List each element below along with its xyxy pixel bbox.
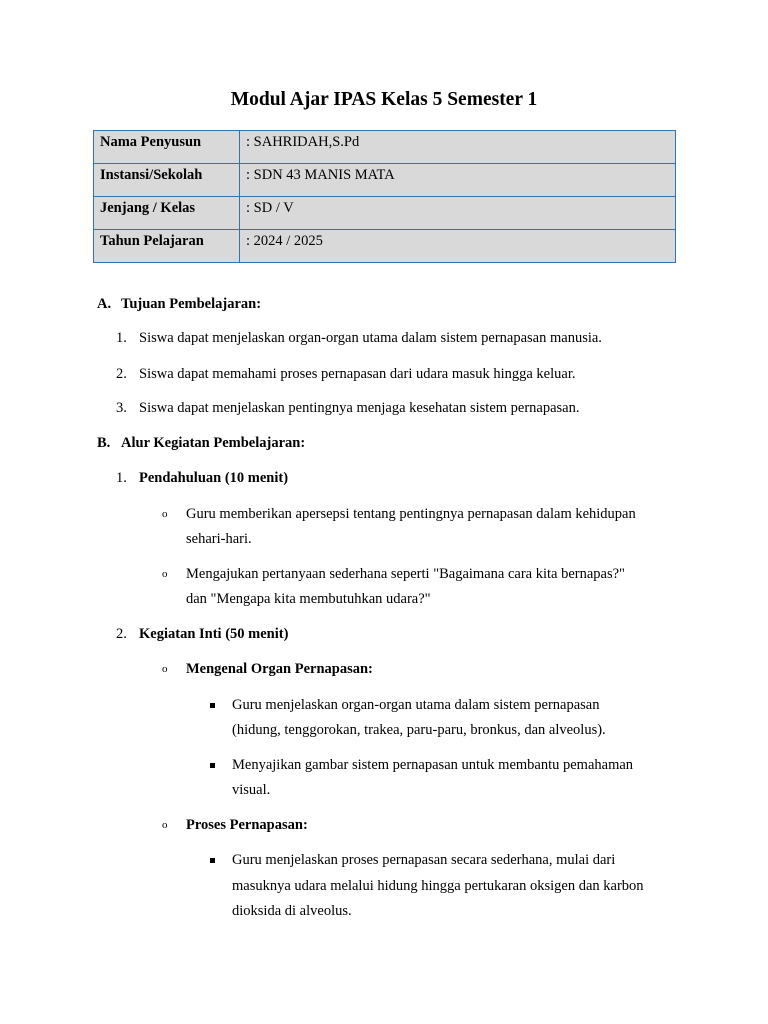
page-title: Modul Ajar IPAS Kelas 5 Semester 1 [230,89,538,110]
list-item: Siswa dapat memahami proses pernapasan dari udara masuk hingga keluar. [139,366,576,382]
list-item: Menyajikan gambar sistem pernapasan untuk membantu pemahaman [232,757,634,773]
info-table [93,130,676,263]
list-item-continuation: (hidung, tenggorokan, trakea, paru-paru, bronkus, dan alveolus). [232,722,606,738]
list-marker: 1. [116,470,127,486]
info-label: Jenjang / Kelas [94,197,240,230]
info-row [94,197,676,230]
list-item-continuation: sehari-hari. [186,531,252,547]
info-value: : SAHRIDAH,S.Pd [240,131,676,164]
section-a-marker: A. [97,296,112,312]
list-item: Guru menjelaskan proses pernapasan secara sederhana, mulai dari [232,852,616,868]
step-heading: Kegiatan Inti (50 menit) [139,626,289,642]
list-item: Siswa dapat menjelaskan pentingnya menjaga kesehatan sistem pernapasan. [139,400,580,416]
info-value: : 2024 / 2025 [240,230,676,263]
list-item-continuation: dioksida di alveolus. [232,903,352,919]
info-value: : SD / V [240,197,676,230]
section-b-heading: Alur Kegiatan Pembelajaran: [121,435,306,451]
list-marker: 3. [116,400,127,416]
info-label: Tahun Pelajaran [94,230,240,263]
list-marker: 1. [116,330,127,346]
list-item: Siswa dapat menjelaskan organ-organ utama dalam sistem pernapasan manusia. [139,330,602,346]
list-item-continuation: dan "Mengapa kita membutuhkan udara?" [186,591,431,607]
info-row [94,230,676,263]
list-item-continuation: visual. [232,782,271,798]
list-item: Guru memberikan apersepsi tentang pentingnya pernapasan dalam kehidupan [186,506,636,522]
list-marker: 2. [116,366,127,382]
list-marker: 2. [116,626,127,642]
list-item-continuation: masuknya udara melalui hidung hingga pertukaran oksigen dan karbon [232,878,644,894]
info-row [94,164,676,197]
list-item: Guru menjelaskan organ-organ utama dalam sistem pernapasan [232,697,600,713]
info-value: : SDN 43 MANIS MATA [240,164,676,197]
info-row [94,131,676,164]
circle-bullet-icon: o [162,568,168,580]
subsection-heading: Mengenal Organ Pernapasan: [186,661,373,677]
info-label: Instansi/Sekolah [94,164,240,197]
circle-bullet-icon: o [162,663,168,675]
square-bullet-icon [210,703,215,708]
subsection-heading: Proses Pernapasan: [186,817,308,833]
step-heading: Pendahuluan (10 menit) [139,470,289,486]
section-b-marker: B. [97,435,111,451]
circle-bullet-icon: o [162,508,168,520]
list-item: Mengajukan pertanyaan sederhana seperti "Bagaimana cara kita bernapas?" [186,566,625,582]
square-bullet-icon [210,858,215,863]
square-bullet-icon [210,763,215,768]
circle-bullet-icon: o [162,819,168,831]
section-a-heading: Tujuan Pembelajaran: [121,296,262,312]
info-label: Nama Penyusun [94,131,240,164]
